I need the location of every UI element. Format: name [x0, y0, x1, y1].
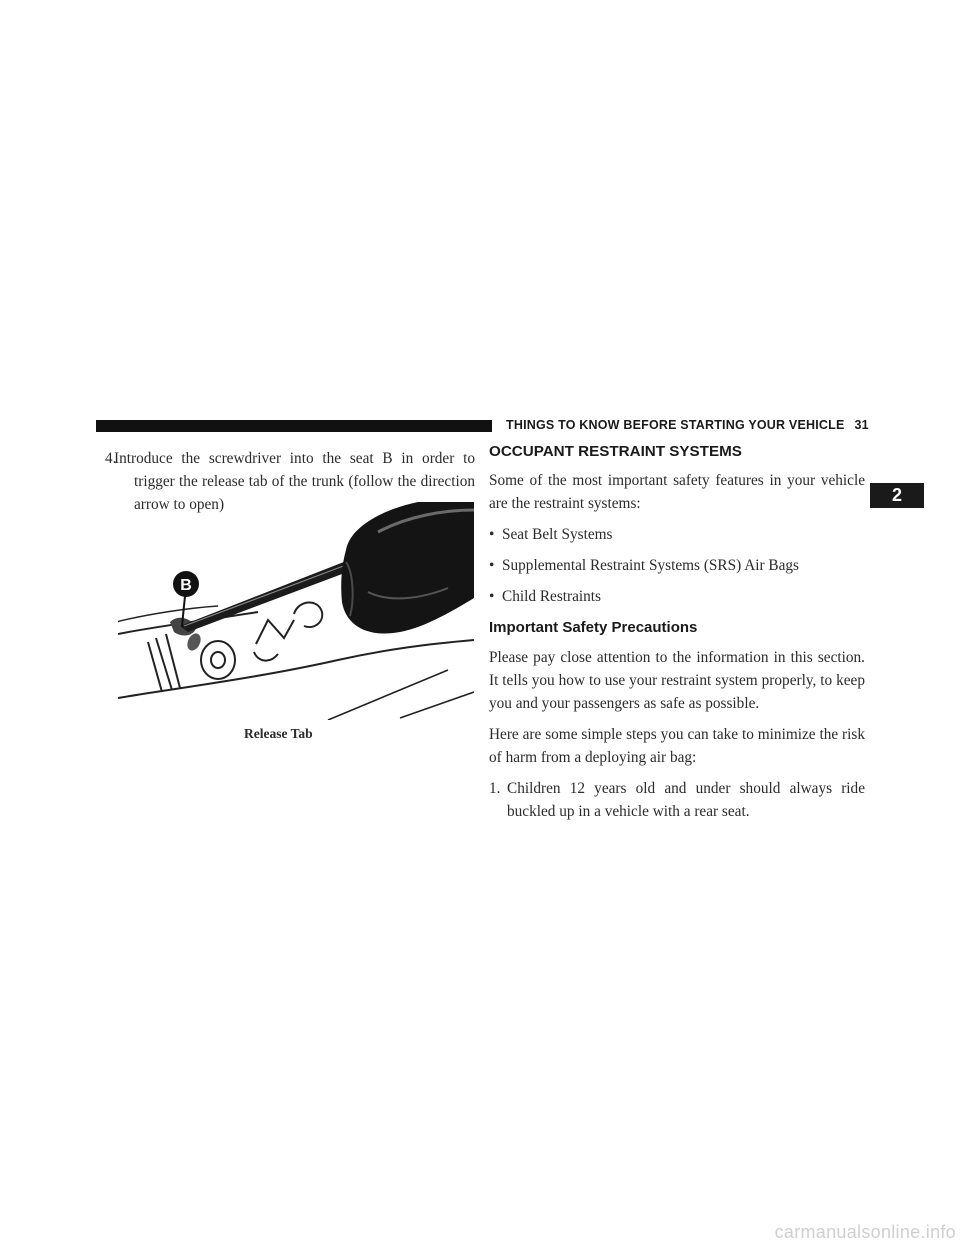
- figure-caption: Release Tab: [244, 726, 313, 741]
- step-number: 4.: [105, 450, 117, 467]
- step-1-text: Children 12 years old and under should always ride buckled up in a vehicle with a rear seat.: [507, 780, 865, 820]
- header-rule: [96, 420, 492, 432]
- bullet-icon: •: [489, 557, 495, 574]
- right-column: [489, 443, 865, 823]
- step-line-rest: trigger the release tab of the trunk (follow the direction arrow to open): [134, 473, 475, 513]
- header-title: THINGS TO KNOW BEFORE STARTING YOUR VEHICLE: [506, 418, 845, 432]
- section-title: OCCUPANT RESTRAINT SYSTEMS: [489, 443, 742, 460]
- step-1-number: 1.: [489, 780, 501, 797]
- release-tab-figure: [118, 502, 474, 720]
- step-line-1: Introduce the screwdriver into the seat B in order to: [114, 450, 475, 467]
- bullet-text: Child Restraints: [502, 588, 602, 605]
- bullet-text: Seat Belt Systems: [502, 526, 613, 543]
- page-number: 31: [854, 418, 869, 432]
- chapter-tab[interactable]: 2: [870, 483, 924, 508]
- bullet-icon: •: [489, 588, 495, 605]
- watermark: carmanualsonline.info: [774, 1222, 956, 1242]
- bullet-item: [489, 585, 865, 608]
- bullet-icon: •: [489, 526, 495, 543]
- subsection-title: Important Safety Precautions: [489, 619, 698, 636]
- step-1: [489, 777, 865, 823]
- running-header: [506, 418, 869, 432]
- bullet-item: [489, 554, 865, 577]
- release-tab-illustration: [118, 502, 474, 720]
- intro-paragraph: Some of the most important safety features in your vehicle are the restraint systems:: [489, 472, 865, 512]
- callout-b-label: B: [180, 577, 192, 594]
- paragraph-attention: Please pay close attention to the information in this section. It tells you how to use your restraint system properly, to keep you and your passengers as safe as possible.: [489, 649, 865, 712]
- paragraph-steps-intro: Here are some simple steps you can take to minimize the risk of harm from a deploying air bag:: [489, 726, 865, 766]
- bullet-item: [489, 523, 865, 546]
- bullet-text: Supplemental Restraint Systems (SRS) Air Bags: [502, 557, 800, 574]
